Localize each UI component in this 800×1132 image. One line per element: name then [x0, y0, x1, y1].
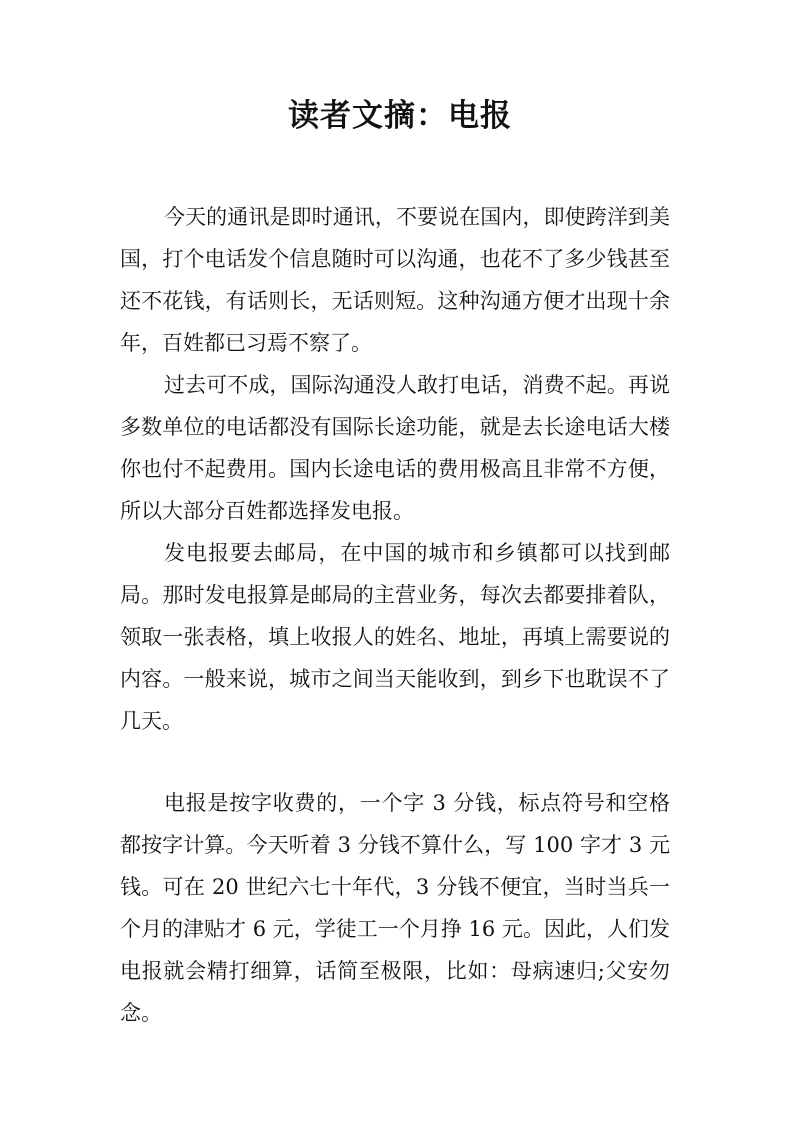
- paragraph-modern-communication: 今天的通讯是即时通讯，不要说在国内，即使跨洋到美国，打个电话发个信息随时可以沟通，也花不了多少钱甚至还不花钱，有话则长，无话则短。这种沟通方便才出现十余年，百姓都已习焉不察了。: [120, 205, 670, 355]
- paragraph-past-phone-costs: 过去可不成，国际沟通没人敢打电话，消费不起。再说多数单位的电话都没有国际长途功能，就是去长途电话大楼你也付不起费用。国内长途电话的费用极高且非常不方便，所以大部分百姓都选择发电报。: [120, 373, 670, 523]
- paragraph-sending-telegrams: 发电报要去邮局，在中国的城市和乡镇都可以找到邮局。那时发电报算是邮局的主营业务，每次去都要排着队，领取一张表格，填上收报人的姓名、地址，再填上需要说的内容。一般来说，城市之间当天能收到，到乡下也耽误不了几天。: [120, 541, 670, 733]
- paragraph-telegram-pricing: 电报是按字收费的，一个字 3 分钱，标点符号和空格都按字计算。今天听着 3 分钱不算什么，写 100 字才 3 元钱。可在 20 世纪六七十年代，3 分钱不便宜，当时当兵一个月的津贴才 6 元，学徒工一个月挣 16 元。因此，人们发电报就会精打细算，话简至极限，比如：母病速归;父安勿念。: [120, 791, 670, 1025]
- document-title: 读者文摘：电报: [288, 98, 512, 134]
